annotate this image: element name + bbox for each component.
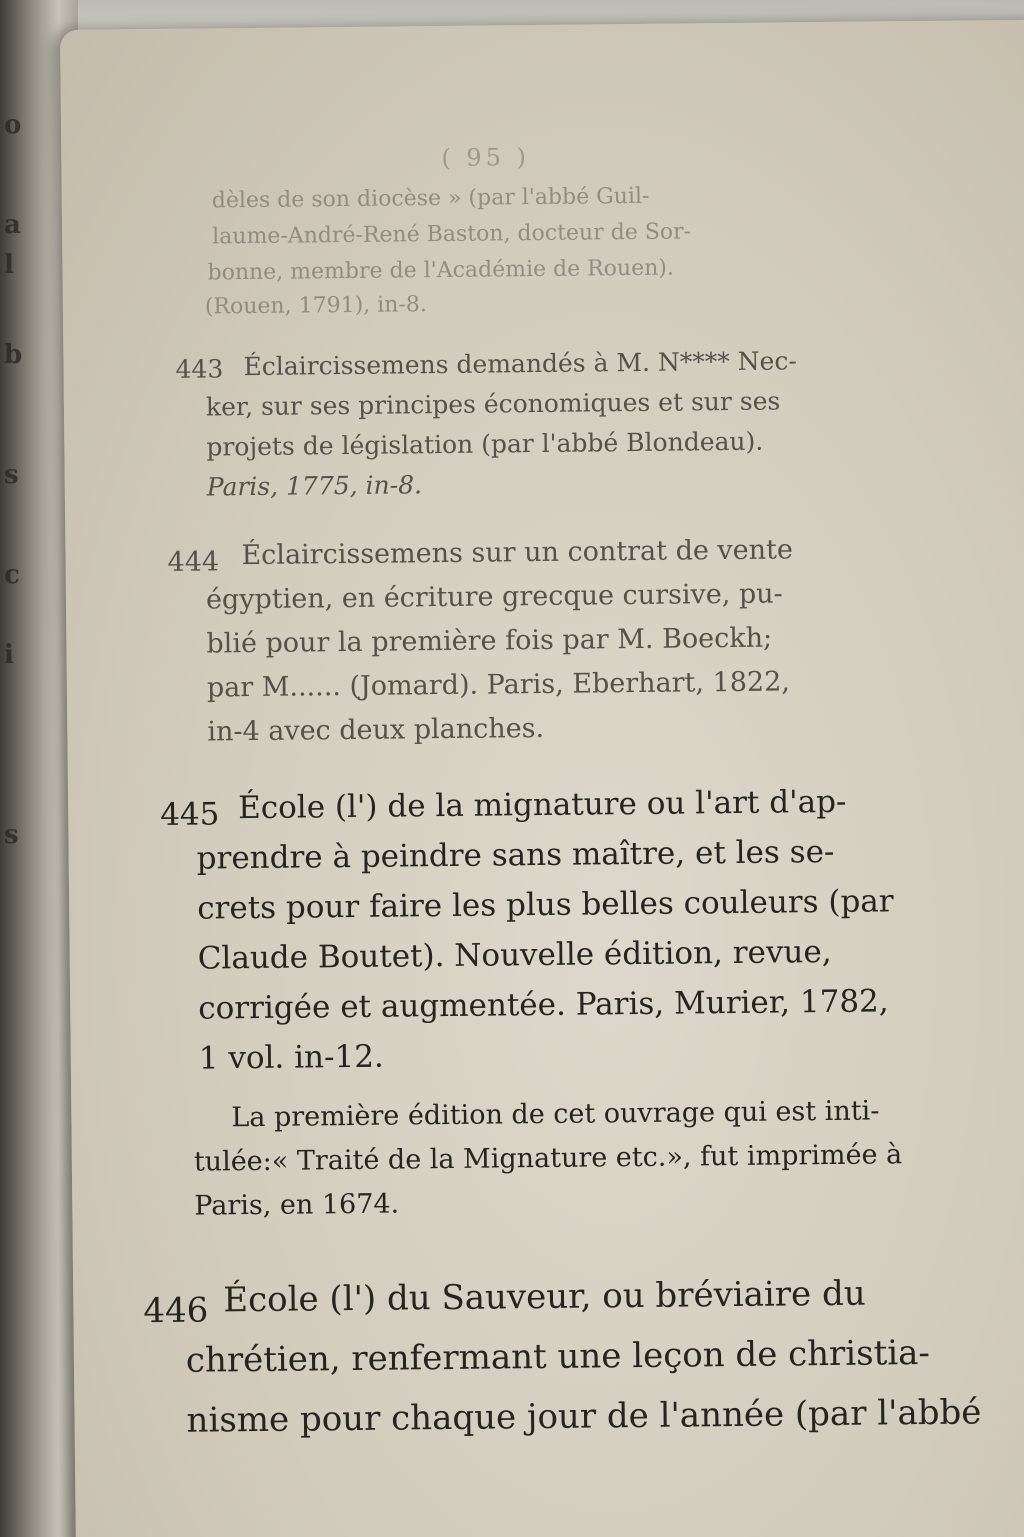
text-line: par M...... (Jomard). Paris, Eberhart, 1822, — [206, 666, 791, 704]
entry-number: 444 — [167, 546, 220, 578]
text-line: École (l') de la mignature ou l'art d'ap- — [237, 783, 847, 827]
left-page-mark: i — [4, 640, 14, 670]
text-line: laume-André-René Baston, docteur de Sor- — [212, 219, 692, 250]
text-line: égyptien, en écriture grecque cursive, pu- — [205, 578, 783, 616]
left-page-mark: c — [4, 560, 20, 590]
left-page-mark: o — [4, 110, 22, 140]
note-line: Paris, en 1674. — [194, 1188, 400, 1222]
entry-number: 446 — [143, 1290, 209, 1332]
left-page-mark: s — [4, 820, 19, 850]
left-page-mark: l — [4, 250, 14, 280]
text-line: prendre à peindre sans maître, et les se- — [196, 833, 835, 877]
text-line: dèles de son diocèse » (par l'abbé Guil- — [211, 183, 650, 214]
text-line: projets de législation (par l'abbé Blondeau). — [206, 426, 764, 462]
text-line: École (l') du Sauveur, ou bréviaire du — [223, 1273, 866, 1321]
text-line: nisme pour chaque jour de l'année (par l'abbé — [186, 1392, 982, 1441]
note-line: La première édition de cet ouvrage qui est inti- — [231, 1095, 880, 1134]
text-line: Éclaircissemens demandés à M. N**** Nec- — [243, 346, 797, 382]
text-line: Paris, 1775, in-8. — [206, 470, 423, 502]
page-text — [60, 20, 1024, 1537]
text-line: in-4 avec deux planches. — [207, 712, 545, 748]
text-line: chrétien, renfermant une leçon de christia- — [185, 1332, 931, 1381]
left-page-mark: s — [4, 460, 19, 490]
text-line: Claude Boutet). Nouvelle édition, revue, — [197, 933, 832, 977]
page-number: ( 95 ) — [441, 143, 531, 173]
text-line: ker, sur ses principes économiques et sur ses — [205, 386, 781, 422]
text-line: (Rouen, 1791), in-8. — [204, 292, 427, 320]
text-line: 1 vol. in-12. — [198, 1038, 384, 1077]
book-page — [60, 20, 1024, 1537]
text-line: bonne, membre de l'Académie de Rouen). — [207, 255, 675, 286]
text-line: corrigée et augmentée. Paris, Murier, 1782, — [198, 983, 889, 1027]
text-line: blié pour la première fois par M. Boeckh; — [206, 622, 773, 660]
text-line: Éclaircissemens sur un contrat de vente — [241, 534, 794, 572]
left-page-mark: b — [4, 340, 23, 370]
text-line: crets pour faire les plus belles couleurs (par — [197, 883, 894, 927]
left-page-mark: a — [4, 210, 21, 240]
entry-number: 445 — [160, 796, 220, 833]
entry-number: 443 — [175, 354, 224, 384]
note-line: tulée:« Traité de la Mignature etc.», fut imprimée à — [193, 1139, 903, 1178]
